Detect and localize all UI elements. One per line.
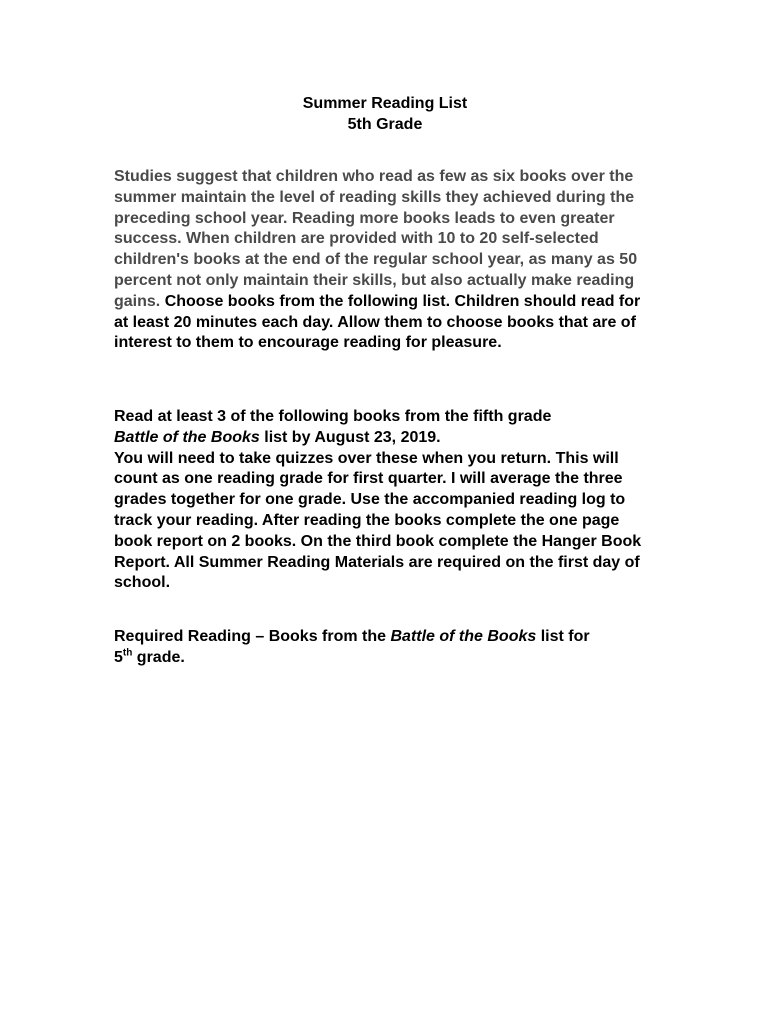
required-suffix: list for (536, 628, 590, 645)
instructions-deadline: list by August 23, 2019. (259, 428, 441, 446)
required-reading-heading (114, 627, 654, 669)
grade-ordinal: th (122, 647, 133, 659)
instructions-lead: Read at least 3 of the following books from the fifth grade (114, 408, 552, 425)
instructions-paragraph (114, 407, 654, 594)
document-header (0, 93, 770, 135)
intro-paragraph (114, 167, 654, 354)
grade-word: grade. (132, 648, 185, 666)
guidance-text: Choose books from the following list. Children should read for at least 20 minutes each day. Allow them to choose books that are of interest to them to encourage reading for pleasure. (114, 292, 641, 352)
page-title: Summer Reading List (302, 95, 468, 112)
instructions-details: You will need to take quizzes over these when you return. This will count as one reading grade for first quarter. I will average the three grades together for one grade. Use the accompanied reading log to track your reading. After reading the books complete the one page book report on 2 books. On the third book complete the Hanger Book Report. All Summer Reading Materials are required on the first day of school. (114, 449, 642, 592)
battle-of-the-books-title: Battle of the Books (114, 428, 260, 446)
grade-number: 5 (114, 648, 123, 666)
required-prefix: Required Reading – Books from the (114, 628, 391, 645)
required-list-title: Battle of the Books (390, 628, 537, 645)
research-text: Studies suggest that children who read as few as six books over the summer maintain the level of reading skills they achieved during the preceding school year. Reading more books leads to even greater success. When children are provided with 10 to 20 self-selected children's books at the end of the regular school year, as many as 50 percent not only maintain their skills, but also actually make reading gains. (114, 168, 638, 310)
grade-subtitle: 5th Grade (347, 116, 423, 133)
